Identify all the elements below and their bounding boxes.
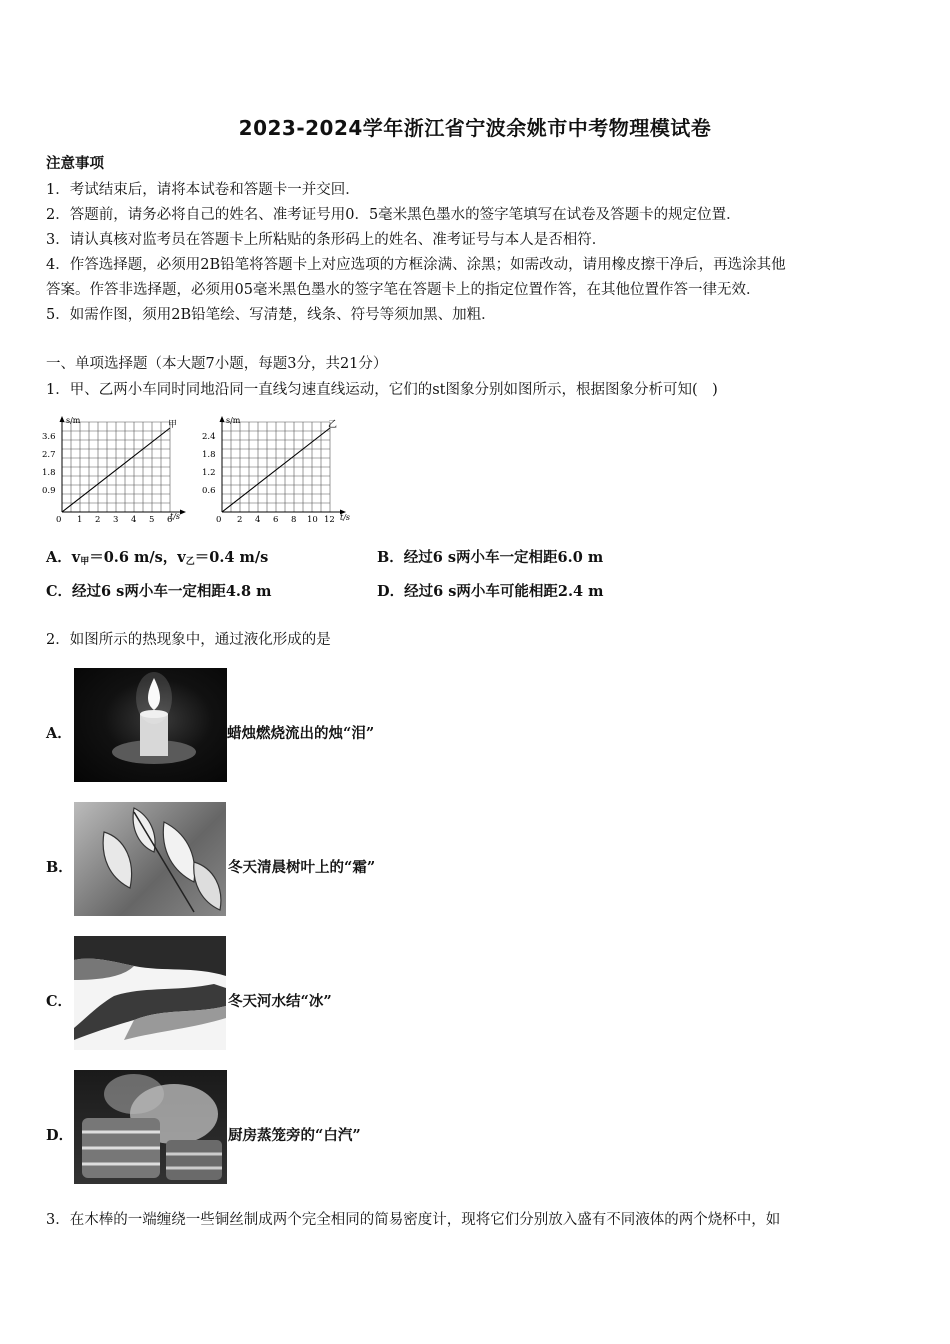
st-graph-b (200, 412, 360, 524)
y-tick: 0.6 (202, 486, 216, 496)
y-tick: 1.2 (202, 468, 216, 478)
x-tick: 4 (131, 515, 137, 524)
y-tick: 2.7 (42, 450, 56, 460)
axis-label-x: t/s (170, 512, 181, 521)
q2-option-b-caption: 冬天清晨树叶上的“霜” (228, 859, 376, 876)
q2-option-a-letter: A． (46, 725, 72, 742)
steamer-photo (74, 1070, 227, 1184)
candle-photo (74, 668, 227, 782)
x-tick: 5 (149, 515, 155, 524)
question-3-stem: 3．在木棒的一端缠绕一些铜丝制成两个完全相同的简易密度计，现将它们分别放入盛有不同液体的两个烧杯中，如 (46, 1212, 781, 1228)
x-tick: 2 (237, 515, 243, 524)
notice-item: 5．如需作图，须用2B铅笔绘、写清楚，线条、符号等须加黑、加粗． (46, 307, 496, 323)
q2-option-c-caption: 冬天河水结“冰” (228, 993, 332, 1010)
series-label: 甲 (168, 420, 178, 430)
question-2-stem: 2．如图所示的热现象中，通过液化形成的是 (46, 632, 331, 648)
page-title: 2023-2024学年浙江省宁波余姚市中考物理模试卷 (238, 116, 712, 140)
axis-label-x: t/s (340, 513, 351, 522)
series-label: 乙 (328, 420, 338, 430)
y-tick: 2.4 (202, 432, 216, 442)
q2-option-d-letter: D． (46, 1127, 74, 1144)
x-tick: 2 (95, 515, 101, 524)
y-tick: 0.9 (42, 486, 56, 496)
x-tick: 8 (291, 515, 297, 524)
st-graph-a (40, 412, 190, 524)
q1-option-a: A．$v_甲=0.6$ m/s，$v_乙=0.4$ m/s (46, 549, 269, 567)
q1-option-b: B．经过6 s两小车一定相距6.0 m (377, 549, 604, 566)
q1-option-c: C．经过6 s两小车一定相距4.8 m (46, 583, 272, 600)
notice-item: 3．请认真核对监考员在答题卡上所粘贴的条形码上的姓名、准考证号与本人是否相符． (46, 232, 607, 248)
notice-item: 2．答题前，请务必将自己的姓名、准考证号用0．5毫米黑色墨水的签字笔填写在试卷及答题卡的规定位置． (46, 207, 741, 223)
x-tick: 0 (56, 515, 62, 524)
y-tick: 1.8 (42, 468, 56, 478)
axis-label-y: s/m (66, 416, 81, 425)
q2-option-d-caption: 厨房蒸笼旁的“白汽” (228, 1127, 361, 1144)
notice-heading: 注意事项 (46, 155, 104, 172)
y-tick: 3.6 (42, 432, 56, 442)
x-tick: 6 (273, 515, 279, 524)
x-tick: 12 (324, 515, 335, 524)
x-tick: 0 (216, 515, 222, 524)
notice-item: 答案。作答非选择题，必须用05毫米黑色墨水的签字笔在答题卡上的指定位置作答，在其他位置作答一律无效． (46, 282, 761, 298)
section-heading: 一、单项选择题（本大题7小题，每题3分，共21分） (46, 356, 388, 372)
axis-label-y: s/m (226, 416, 241, 425)
x-tick: 4 (255, 515, 261, 524)
river-ice-photo (74, 936, 226, 1050)
frost-leaves-photo (74, 802, 226, 916)
notice-item: 4．作答选择题，必须用2B铅笔将答题卡上对应选项的方框涂满、涂黑；如需改动，请用橡皮擦干净后，再选涂其他 (46, 257, 786, 273)
q1-option-d: D．经过6 s两小车可能相距2.4 m (377, 583, 604, 600)
x-tick: 6 (167, 515, 173, 524)
q2-option-a-caption: 蜡烛燃烧流出的烛“泪” (227, 725, 375, 742)
q2-option-c-letter: C． (46, 993, 73, 1010)
x-tick: 1 (77, 515, 83, 524)
x-tick: 10 (307, 515, 318, 524)
x-tick: 3 (113, 515, 119, 524)
y-tick: 1.8 (202, 450, 216, 460)
notice-item: 1．考试结束后，请将本试卷和答题卡一并交回． (46, 182, 360, 198)
q2-option-b-letter: B． (46, 859, 73, 876)
question-1-stem: 1．甲、乙两小车同时同地沿同一直线匀速直线运动，它们的st图象分别如图所示，根据图象分析可知( ) (46, 382, 718, 398)
